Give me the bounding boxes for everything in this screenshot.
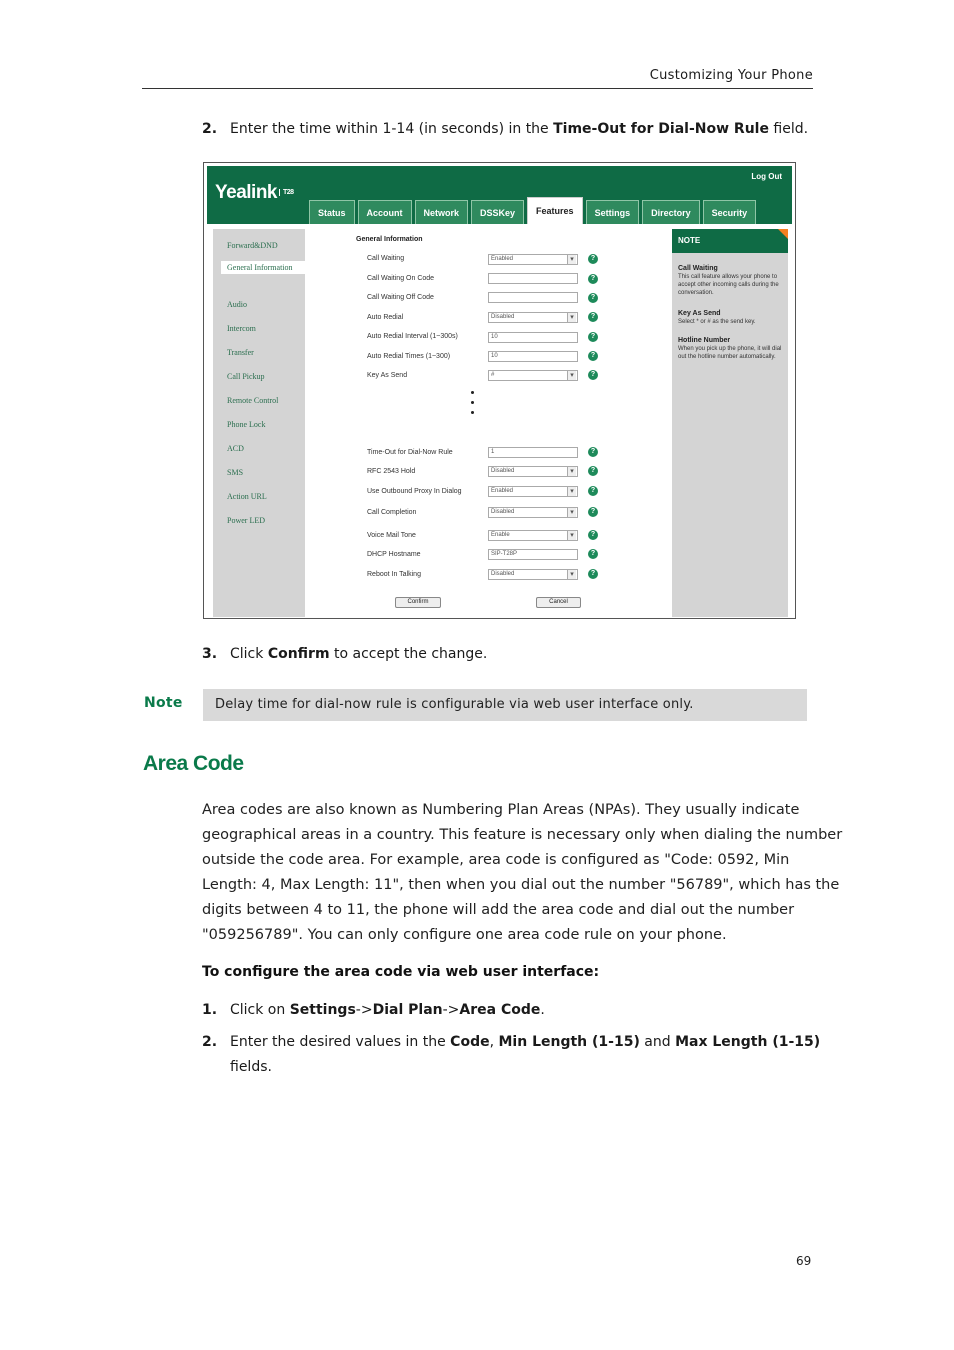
label-auto-redial-interval: Auto Redial Interval (1~300s) — [367, 333, 458, 340]
main-tabs — [309, 200, 759, 224]
step-bold: Confirm — [267, 646, 330, 662]
step-bold: Time-Out for Dial-Now Rule — [553, 121, 769, 137]
step-bold-code: Code — [450, 1034, 490, 1050]
help-icon[interactable]: ? — [588, 447, 598, 457]
help-icon[interactable]: ? — [588, 332, 598, 342]
area-code-paragraph — [202, 798, 843, 948]
step-bold-max-length: Max Length (1-15) — [675, 1034, 821, 1050]
step-number: 3. — [202, 646, 218, 662]
section-title: Area Code — [143, 752, 244, 775]
procedure-title: To configure the area code via web user interface: — [202, 964, 600, 980]
step-separator: -> — [355, 1002, 373, 1018]
help-icon[interactable]: ? — [588, 507, 598, 517]
rfc2543-hold-select[interactable]: Disabled ▾ — [488, 466, 578, 477]
help-icon[interactable]: ? — [588, 486, 598, 496]
help-icon[interactable]: ? — [588, 569, 598, 579]
confirm-button[interactable]: Confirm — [395, 597, 441, 608]
yealink-logo — [215, 182, 294, 204]
sidebar-item-audio[interactable]: Audio — [227, 300, 247, 309]
tab-network[interactable]: Network — [415, 200, 469, 224]
model-label: T28 — [279, 189, 294, 196]
paragraph-line: geographical areas in a country. This feature is necessary only when dialing the number — [202, 827, 843, 843]
paragraph-line: outside the code area. For example, area code is configured as "Code: 0592, Min — [202, 852, 790, 868]
help-icon[interactable]: ? — [588, 549, 598, 559]
call-waiting-select[interactable]: Enabled ▾ — [488, 254, 578, 265]
label-dhcp-hostname: DHCP Hostname — [367, 551, 421, 558]
label-key-as-send: Key As Send — [367, 372, 408, 379]
help-icon[interactable]: ? — [588, 351, 598, 361]
label-outbound-proxy: Use Outbound Proxy In Dialog — [367, 488, 462, 495]
note-title-call-waiting: Call Waiting — [678, 265, 718, 272]
paragraph-line: Area codes are also known as Numbering Plan Areas (NPAs). They usually indicate — [202, 802, 800, 818]
step-3-confirm — [202, 644, 487, 664]
label-call-completion: Call Completion — [367, 509, 417, 516]
label-call-waiting-off-code: Call Waiting Off Code — [367, 294, 434, 301]
note-title-hotline: Hotline Number — [678, 337, 731, 344]
step-text-end: field. — [768, 121, 809, 137]
tab-account[interactable]: Account — [358, 200, 412, 224]
step-bold-dial-plan: Dial Plan — [372, 1002, 443, 1018]
paragraph-line: digits between 4 to 11, the phone will add the area code and dial out the number — [202, 902, 795, 918]
step-separator: , — [489, 1034, 499, 1050]
tab-security[interactable]: Security — [703, 200, 757, 224]
auto-redial-interval-input[interactable]: 10 — [488, 332, 578, 343]
step-text: Click on — [230, 1002, 290, 1018]
top-bar — [207, 166, 792, 224]
help-icon[interactable]: ? — [588, 274, 598, 284]
sidebar-item-power-led[interactable]: Power LED — [227, 516, 265, 525]
note-box: Delay time for dial-now rule is configurable via web user interface only. — [203, 689, 807, 721]
tab-status[interactable]: Status — [309, 200, 355, 224]
step-text: Enter the time within 1-14 (in seconds) in the — [230, 121, 554, 137]
step-text: Click — [230, 646, 268, 662]
dhcp-hostname-input[interactable]: SIP-T28P — [488, 549, 578, 560]
note-panel — [672, 229, 788, 617]
key-as-send-select[interactable]: # ▾ — [488, 370, 578, 381]
label-call-waiting-on-code: Call Waiting On Code — [367, 275, 435, 282]
help-icon[interactable]: ? — [588, 370, 598, 380]
help-icon[interactable]: ? — [588, 254, 598, 264]
running-header: Customizing Your Phone — [142, 68, 813, 89]
step-number: 1. — [202, 1002, 218, 1018]
sidebar-item-sms[interactable]: SMS — [227, 468, 244, 477]
note-title-key-as-send: Key As Send — [678, 310, 721, 317]
label-reboot-in-talking: Reboot In Talking — [367, 571, 421, 578]
step-bold-min-length: Min Length (1-15) — [498, 1034, 640, 1050]
timeout-dial-now-input[interactable]: 1 — [488, 447, 578, 458]
voice-mail-tone-select[interactable]: Enable ▾ — [488, 530, 578, 541]
step-number: 2. — [202, 1034, 218, 1050]
auto-redial-select[interactable]: Disabled ▾ — [488, 312, 578, 323]
sidebar-item-intercom[interactable]: Intercom — [227, 324, 256, 333]
logo-text: Yealink — [215, 182, 277, 203]
ellipsis-dot — [471, 411, 474, 414]
reboot-in-talking-select[interactable]: Disabled ▾ — [488, 569, 578, 580]
sidebar-item-general-information[interactable]: General Information — [221, 261, 305, 274]
procedure-step-2 — [202, 1030, 820, 1080]
help-icon[interactable]: ? — [588, 312, 598, 322]
label-call-waiting: Call Waiting — [367, 255, 405, 262]
ellipsis-dot — [471, 401, 474, 404]
step-bold-area-code: Area Code — [459, 1002, 541, 1018]
auto-redial-times-input[interactable]: 10 — [488, 351, 578, 362]
label-auto-redial-times: Auto Redial Times (1~300) — [367, 353, 451, 360]
paragraph-line: "059256789". You can only configure one area code rule on your phone. — [202, 927, 727, 943]
step-text-end: fields. — [230, 1059, 272, 1075]
help-icon[interactable]: ? — [588, 466, 598, 476]
step-separator: -> — [442, 1002, 460, 1018]
call-waiting-off-code-input[interactable] — [488, 292, 578, 303]
ellipsis-dot — [471, 391, 474, 394]
label-timeout-dial-now: Time-Out for Dial-Now Rule — [367, 449, 453, 456]
sidebar-item-action-url[interactable]: Action URL — [227, 492, 267, 501]
label-voice-mail-tone: Voice Mail Tone — [367, 532, 416, 539]
sidebar-item-remote-control[interactable]: Remote Control — [227, 396, 279, 405]
procedure-step-1 — [202, 1000, 545, 1020]
cancel-button[interactable]: Cancel — [536, 597, 581, 608]
sidebar-item-forward-dnd[interactable]: Forward&DND — [227, 241, 278, 250]
step-separator: and — [639, 1034, 676, 1050]
sidebar-item-phone-lock[interactable]: Phone Lock — [227, 420, 266, 429]
note-panel-header: NOTE — [672, 229, 788, 253]
help-icon[interactable]: ? — [588, 530, 598, 540]
web-ui-screenshot — [203, 162, 796, 619]
step-number: 2. — [202, 121, 218, 137]
label-auto-redial: Auto Redial — [367, 314, 404, 321]
note-label: Note — [144, 695, 183, 711]
tab-features[interactable]: Features — [527, 197, 583, 224]
call-completion-select[interactable]: Disabled ▾ — [488, 507, 578, 518]
step-text-end: . — [540, 1002, 545, 1018]
paragraph-line: Length: 4, Max Length: 11", then when you dial out the number "56789", which has the — [202, 877, 840, 893]
page-number: 69 — [796, 1254, 812, 1268]
logout-link[interactable]: Log Out — [751, 172, 782, 181]
label-rfc2543-hold: RFC 2543 Hold — [367, 468, 416, 475]
feature-sidebar — [213, 229, 305, 617]
tab-directory[interactable]: Directory — [642, 200, 700, 224]
help-icon[interactable]: ? — [588, 293, 598, 303]
outbound-proxy-select[interactable]: Enabled ▾ — [488, 486, 578, 497]
sidebar-item-acd[interactable]: ACD — [227, 444, 244, 453]
note-desc-key-as-send: Select * or # as the send key. — [678, 319, 756, 325]
form-section-title: General Information — [356, 236, 423, 243]
step-text-end: to accept the change. — [329, 646, 488, 662]
settings-form — [309, 229, 667, 617]
step-2-timeout — [202, 119, 808, 139]
tab-dsskey[interactable]: DSSKey — [471, 200, 524, 224]
tab-settings[interactable]: Settings — [586, 200, 640, 224]
sidebar-item-transfer[interactable]: Transfer — [227, 348, 254, 357]
note-desc-call-waiting: This call feature allows your phone to accept other incoming calls during the conversation. — [678, 274, 779, 296]
call-waiting-on-code-input[interactable] — [488, 273, 578, 284]
step-text: Enter the desired values in the — [230, 1034, 451, 1050]
sidebar-item-call-pickup[interactable]: Call Pickup — [227, 372, 265, 381]
note-desc-hotline: When you pick up the phone, it will dial out the hotline number automatically. — [678, 346, 782, 360]
step-bold-settings: Settings — [289, 1002, 356, 1018]
